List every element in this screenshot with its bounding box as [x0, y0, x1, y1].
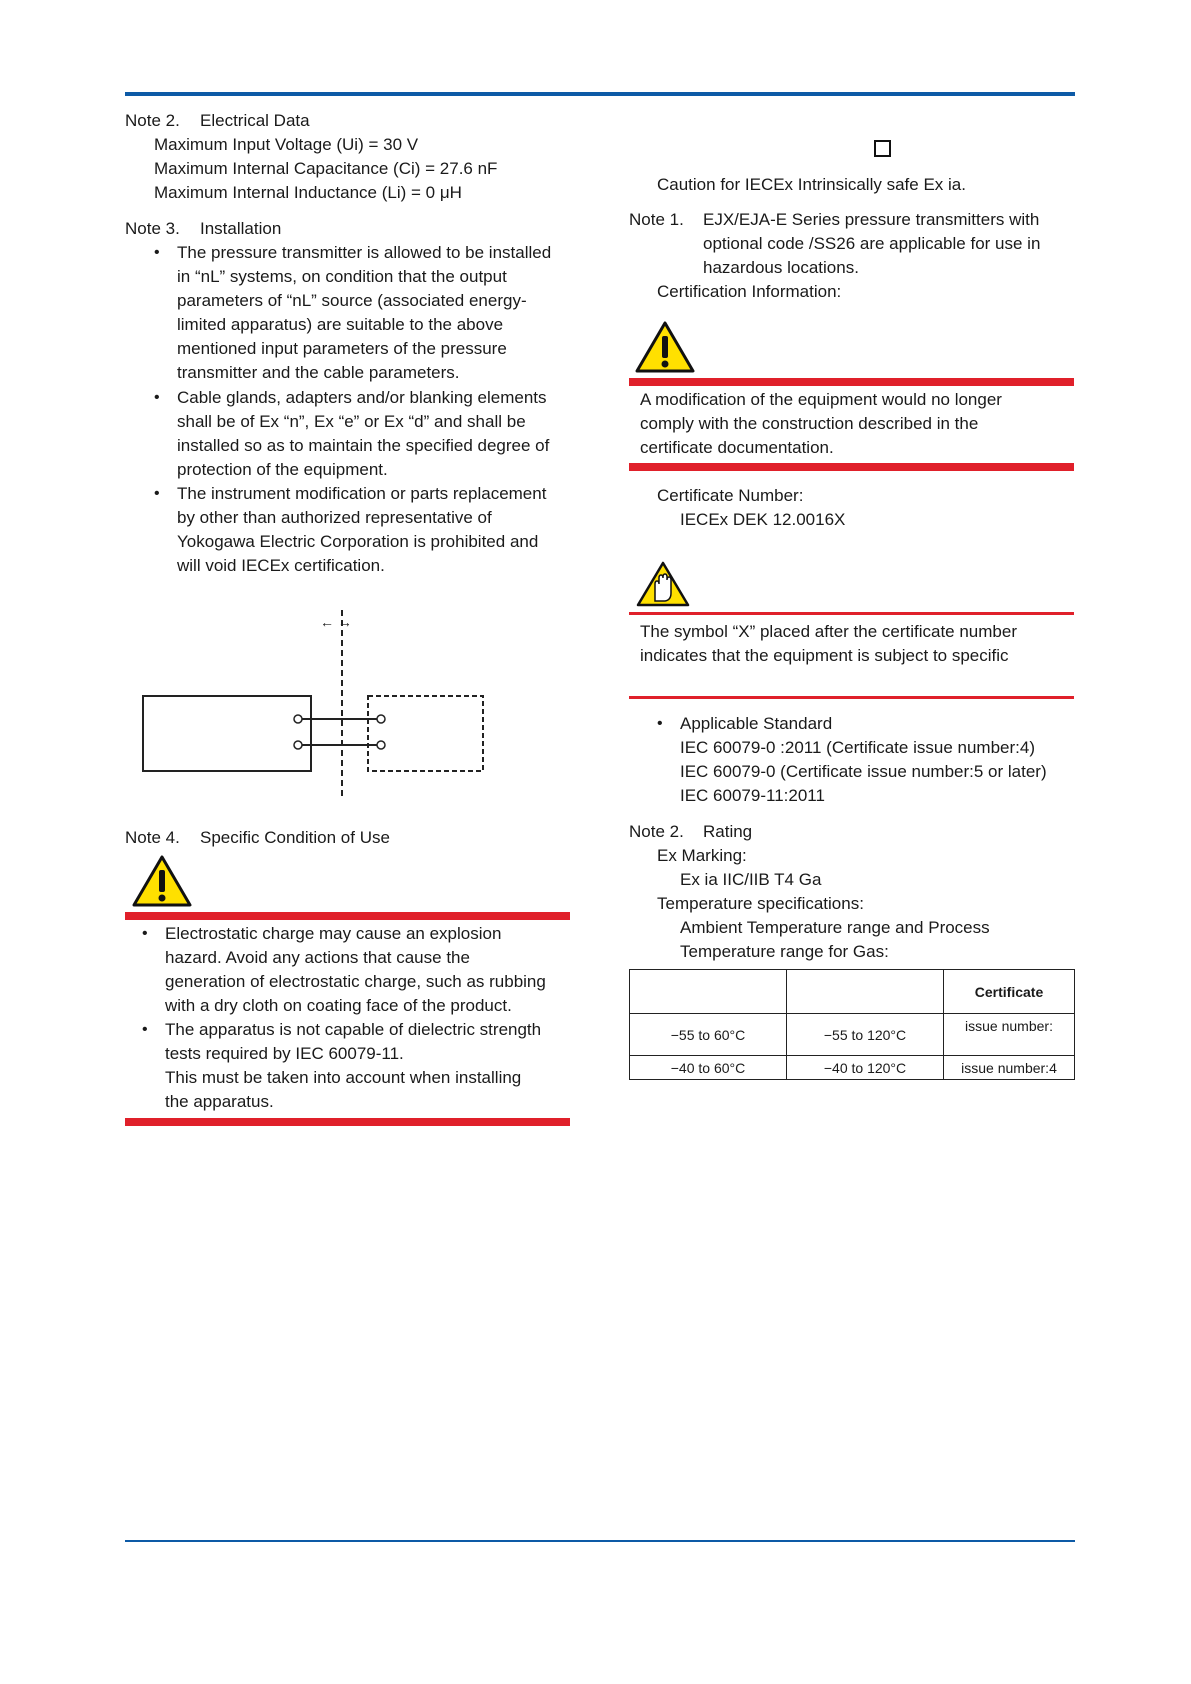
diagram-arrows: ← → — [320, 614, 352, 630]
note3-b3-l1: The instrument modification or parts replacement — [177, 484, 547, 503]
warning-triangle-icon — [131, 854, 193, 908]
note4-b1-l2: hazard. Avoid any actions that cause the — [165, 948, 470, 967]
note3-b1-l2: in “nL” systems, on condition that the output — [177, 267, 507, 286]
x-symbol-l1: The symbol “X” placed after the certificate number — [640, 622, 1017, 641]
bullet-dot: • — [154, 244, 160, 261]
bullet-dot: • — [142, 1021, 148, 1038]
r-note2-title: Rating — [703, 822, 753, 841]
standard-l3: IEC 60079-11:2011 — [680, 786, 825, 805]
mod-warning-l3: certificate documentation. — [640, 438, 834, 457]
cert-number: IECEx DEK 12.0016X — [680, 510, 846, 529]
x-symbol-l2: indicates that the equipment is subject to specific — [640, 646, 1009, 665]
table-cell: −55 to 120°C — [787, 1014, 944, 1056]
caution-title: Caution for IECEx Intrinsically safe Ex ia. — [657, 175, 966, 194]
note2-label: Note 2. — [125, 111, 180, 130]
caution-line-top — [629, 612, 1074, 615]
note3-b1-l6: transmitter and the cable parameters. — [177, 363, 460, 382]
table-row — [630, 1014, 1075, 1056]
note4-b2-l1: The apparatus is not capable of dielectric strength — [165, 1020, 542, 1039]
note3-title: Installation — [200, 219, 282, 238]
table-cell: −55 to 60°C — [630, 1014, 787, 1056]
note3-b1-l3: parameters of “nL” source (associated energy- — [177, 291, 527, 310]
warning-bar-top — [125, 912, 570, 920]
mod-warning-l1: A modification of the equipment would no longer — [640, 390, 1002, 409]
note2-title: Electrical Data — [200, 111, 310, 130]
table-cell: issue number: — [944, 1014, 1075, 1056]
hand-caution-icon — [635, 560, 691, 608]
table-header-cell — [787, 970, 944, 1014]
temp-spec-l2: Temperature range for Gas: — [680, 942, 889, 961]
temp-spec-label: Temperature specifications: — [657, 894, 864, 913]
note3-b2-l2: shall be of Ex “n”, Ex “e” or Ex “d” and shall be — [177, 412, 526, 431]
note3-b2-l4: protection of the equipment. — [177, 460, 388, 479]
r-note1-label: Note 1. — [629, 210, 684, 229]
note4-b1-l4: with a dry cloth on coating face of the product. — [165, 996, 512, 1015]
note4-b2-l2: tests required by IEC 60079-11. — [165, 1044, 404, 1063]
cert-info-label: Certification Information: — [657, 282, 842, 301]
note4-label: Note 4. — [125, 828, 180, 847]
note3-b1-l1: The pressure transmitter is allowed to be installed — [177, 243, 552, 262]
r-note1-l1: EJX/EJA-E Series pressure transmitters with — [703, 210, 1040, 229]
note4-b1-l1: Electrostatic charge may cause an explosion — [165, 924, 502, 943]
note3-label: Note 3. — [125, 219, 180, 238]
table-header-cell — [630, 970, 787, 1014]
ex-marking: Ex ia IIC/IIB T4 Ga — [680, 870, 822, 889]
note3-b3-l2: by other than authorized representative of — [177, 508, 492, 527]
bullet-dot: • — [142, 925, 148, 942]
temp-spec-l1: Ambient Temperature range and Process — [680, 918, 990, 937]
caution-line-bottom — [629, 696, 1074, 699]
table-row — [630, 1056, 1075, 1080]
top-rule — [125, 92, 1075, 96]
standard-title: Applicable Standard — [680, 714, 833, 733]
bottom-rule — [125, 1540, 1075, 1542]
r-note1-l3: hazardous locations. — [703, 258, 859, 277]
warning-bar-bottom — [629, 463, 1074, 471]
checkbox[interactable] — [874, 140, 891, 157]
table-header-cell: Certificate — [944, 970, 1075, 1014]
note3-b2-l3: installed so as to maintain the specified degree of — [177, 436, 550, 455]
note3-b2-l1: Cable glands, adapters and/or blanking elements — [177, 388, 547, 407]
warning-triangle-icon — [634, 320, 696, 374]
note4-b2-l3: This must be taken into account when installing — [165, 1068, 522, 1087]
note4-b1-l3: generation of electrostatic charge, such as rubbing — [165, 972, 546, 991]
table-header-row — [630, 970, 1075, 1014]
standard-l1: IEC 60079-0 :2011 (Certificate issue number:4) — [680, 738, 1035, 757]
max-internal-inductance: Maximum Internal Inductance (Li) = 0 μH — [154, 183, 462, 202]
r-note1-l2: optional code /SS26 are applicable for use in — [703, 234, 1041, 253]
note4-title: Specific Condition of Use — [200, 828, 390, 847]
warning-bar-bottom — [125, 1118, 570, 1126]
note3-b3-l3: Yokogawa Electric Corporation is prohibited and — [177, 532, 539, 551]
note3-b3-l4: will void IECEx certification. — [177, 556, 385, 575]
ex-marking-label: Ex Marking: — [657, 846, 747, 865]
standard-l2: IEC 60079-0 (Certificate issue number:5 or later) — [680, 762, 1047, 781]
note3-b1-l4: limited apparatus) are suitable to the above — [177, 315, 504, 334]
max-internal-capacitance: Maximum Internal Capacitance (Ci) = 27.6 nF — [154, 159, 498, 178]
installation-diagram — [130, 604, 500, 804]
note4-b2-l4: the apparatus. — [165, 1092, 274, 1111]
bullet-dot: • — [154, 485, 160, 502]
bullet-dot: • — [657, 715, 663, 732]
r-note2-label: Note 2. — [629, 822, 684, 841]
table-cell: −40 to 120°C — [787, 1056, 944, 1080]
mod-warning-l2: comply with the construction described in the — [640, 414, 979, 433]
cert-number-label: Certificate Number: — [657, 486, 804, 505]
table-cell: −40 to 60°C — [630, 1056, 787, 1080]
warning-bar-top — [629, 378, 1074, 386]
bullet-dot: • — [154, 389, 160, 406]
temperature-table — [629, 969, 1075, 1080]
max-input-voltage: Maximum Input Voltage (Ui) = 30 V — [154, 135, 419, 154]
table-cell: issue number:4 — [944, 1056, 1075, 1080]
note3-b1-l5: mentioned input parameters of the pressure — [177, 339, 507, 358]
